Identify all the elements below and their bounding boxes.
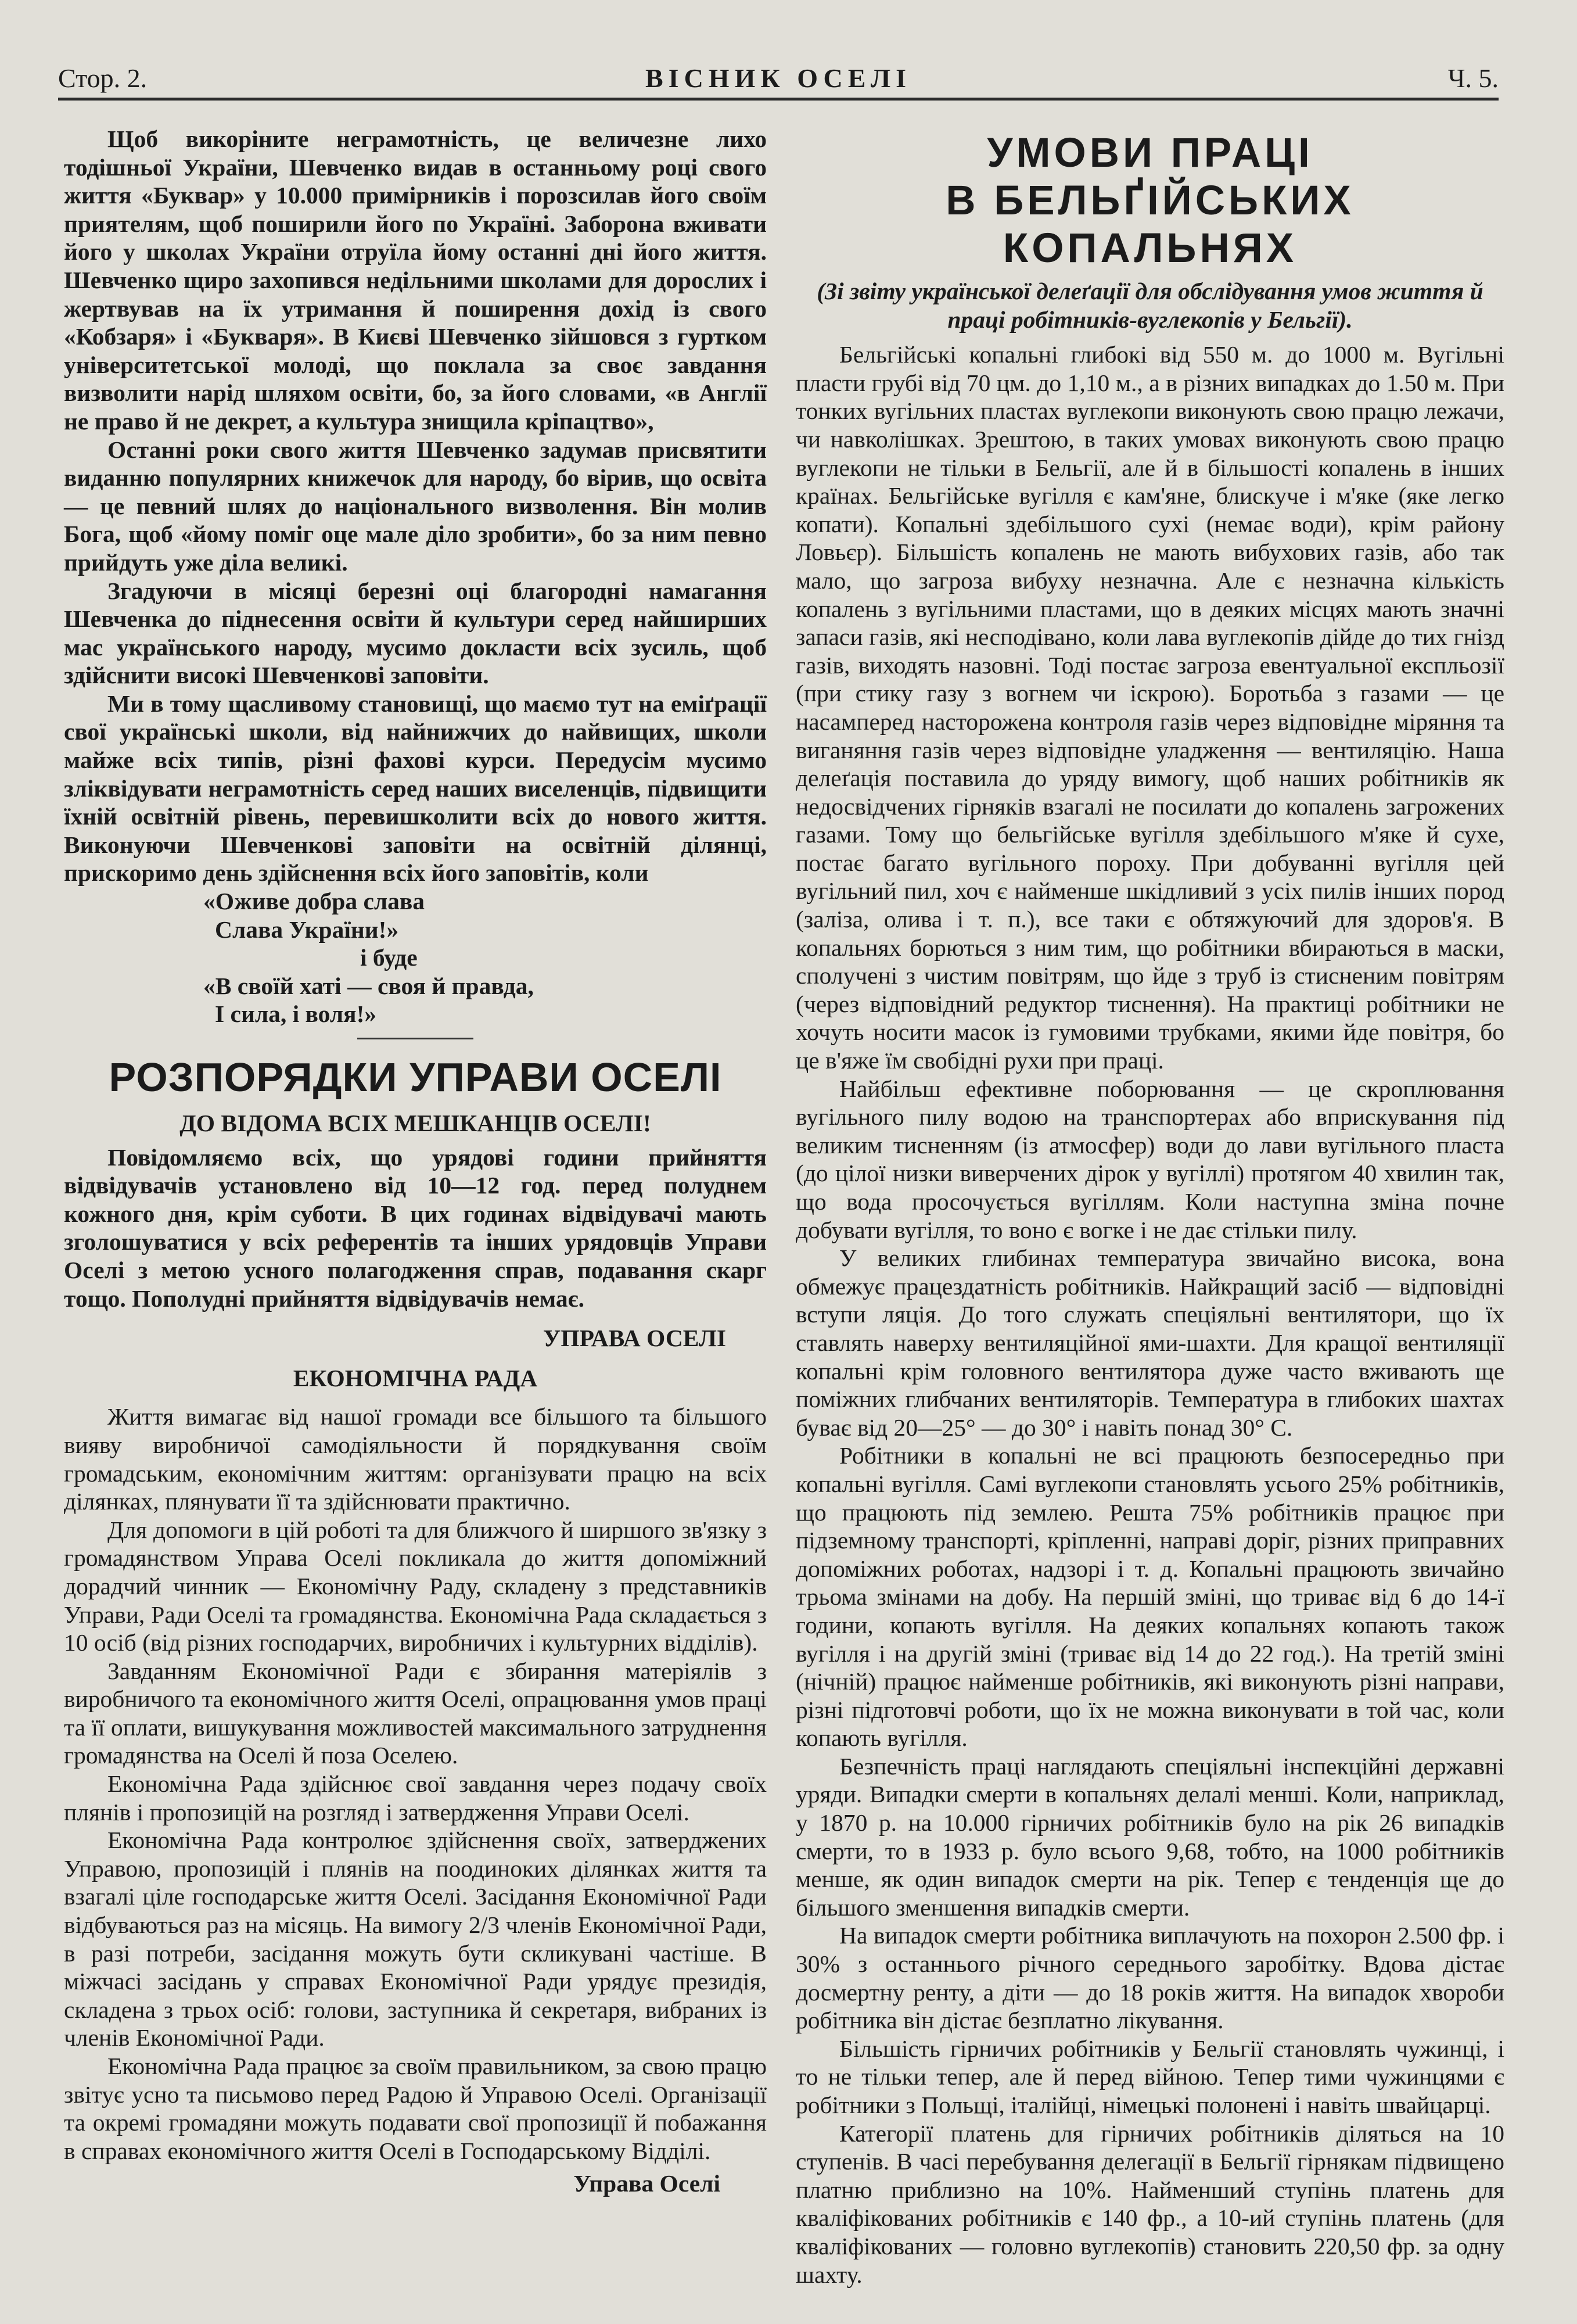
poem-line: «Оживе добра слава <box>203 888 425 915</box>
article-paragraph: Ми в тому щасливому становищі, що маємо тут на еміґрації свої українські школи, від найнижчих до найвищих, школи майже всіх типів, різні фахові курси. Передусім мусимо зліквідувати неграмотність серед наших виселенців, підвищити їхній освітній рівень, перевишколити всіх до нового життя. Виконуючи Шевченкові заповіти на освітній ділянці, прискоримо день здійснення всіх його заповітів, коли <box>64 690 767 887</box>
poem-line: І сила, і воля!» <box>215 1000 377 1028</box>
council-paragraph: Економічна Рада контролює здійснення своїх, затверджених Управою, пропозицій і плянів на поодиноких ділянках життя та взагалі ціле господарське життя Оселі. Засідання Економічної Ради відбуваються раз на місяць. На вимогу 2/3 членів Економічної Ради, в разі потреби, засідання можуть бути скликувані частіше. В міжчасі засідань у справах Економічної Ради урядує президія, складена з трьох осіб: голови, заступника й секретаря, вибраних із членів Економічної Ради. <box>64 1827 767 2052</box>
council-signature: Управа Оселі <box>573 2170 720 2197</box>
article-paragraph: Робітники в копальні не всі працюють безпосередньо при копальні вугілля. Самі вуглекопи становлять усього 25% робітників, що працюють під землею. Решта 75% робітників працює при підземному транспорті, кріпленні, направі доріг, різних приправних допоміжних роботах, надзорі і т. д. Копальні працюють звичайно трьома змінами на добу. На першій зміні, що триває від 6 до 14-ї години, копають вугілля. На деяких копальнях копають також вугілля і на другій зміні (триває від 14 до 22 год.). На третій зміні (нічній) працює найменше робітників, які виконують різні направи, різні підготовчі роботи, що їх не можна виконувати в той час, коли копають вугілля. <box>796 1442 1504 1752</box>
newspaper-title: ВІСНИК ОСЕЛІ <box>645 63 912 93</box>
council-heading: ЕКОНОМІЧНА РАДА <box>293 1364 538 1391</box>
poem-line: «В своїй хаті — своя й правда, <box>203 972 534 999</box>
council-paragraph: Завданням Економічної Ради є збирання матеріялів з виробничого та економічного життя Оселі, опрацювання умов праці та її оплати, вишукування можливостей максимального затруднення громадянства на Оселі й поза Оселею. <box>64 1657 767 1769</box>
page-header <box>58 58 1499 99</box>
article-paragraph: Безпечність праці наглядають спеціяльні інспекційні державні уряди. Випадки смерти в копальнях делалі менші. Коли, наприклад, у 1870 р. на 10.000 гірничих робітників було на рік 26 випадків смерти, то в 1933 р. було всього 9,68, тобто, на 1000 робітників менше, як один випадок смерти на рік. Тепер є тенденція ще до більшого зменшення випадків смерти. <box>796 1752 1504 1921</box>
article-title-line: УМОВИ ПРАЦІ <box>987 130 1313 176</box>
announcements-title: РОЗПОРЯДКИ УПРАВИ ОСЕЛІ <box>109 1055 722 1100</box>
article-title-line: В БЕЛЬҐІЙСЬКИХ КОПАЛЬНЯХ <box>946 178 1355 271</box>
notice-heading: ДО ВІДОМА ВСІХ МЕШКАНЦІВ ОСЕЛІ! <box>179 1110 651 1136</box>
article-paragraph: Найбільш ефективне поборювання — це скроплювання вугільного пилу водою на транспортерах або вприскування під великим тисненням (із атмосфер) води до лави вугільного пласта (до цілої низки виверчених дірок у вугіллі) протягом 40 хвилин так, що вода просочується вугіллям. Коли наступна зміна почне добувати вугілля, то воно є вогке і не дає стільки пилу. <box>796 1075 1504 1243</box>
section-divider <box>357 1038 473 1039</box>
article-paragraph: Згадуючи в місяці березні оці благородні намагання Шевченка до піднесення освіти й культури серед найширших мас українського народу, мусимо докласти всіх зусиль, щоб здійснити високі Шевченкові заповіти. <box>64 577 767 689</box>
notice-signature: УПРАВА ОСЕЛІ <box>543 1325 726 1352</box>
article-paragraph: Щоб викоріните неграмотність, це величезне лихо тодішньої України, Шевченко видав в останньому році свого життя «Буквар» у 10.000 примірників і порозсилав його своїм приятелям, щоб поширили його по Україні. Заборона вживати його у школах України отруїла йому останні дні його життя. Шевченко щиро захопився недільними школами для дорослих і жертвував на їх утримання й поширення дохід із свого «Кобзаря» і «Букваря». В Києві Шевченко зійшовся з гуртком університетської молоді, що поклала за своє завдання визволити нарід шляхом освіти, бо, за його словами, «в Англії не право й не декрет, а культура знищила кріпацтво», <box>64 125 767 435</box>
council-paragraph: Економічна Рада працює за своїм правильником, за свою працю звітує усно та письмово перед Радою й Управою Оселі. Організації та окремі громадяни можуть подавати свої пропозиції й побажання в справах економічного життя Оселі в Господарському Відділі. <box>64 2053 767 2164</box>
poem-line: Слава України!» <box>215 916 399 943</box>
article-paragraph: На випадок смерти робітника виплачують на похорон 2.500 фр. і 30% з останнього річного середнього заробітку. Вдова дістає досмертну ренту, а діти — до 18 років життя. На випадок хвороби робітника він дістає безплатно лікування. <box>796 1922 1504 2034</box>
notice-text: Повідомляємо всіх, що урядові години прийняття відвідувачів установлено від 10—12 год. перед полуднем кожного дня, крім суботи. В цих годинах відвідувачі мають зголошуватися у всіх референтів та інших урядовців Управи Оселі з метою усного полагодження справ, подавання скарг тощо. Пополудні прийняття відвідувачів немає. <box>64 1143 767 1312</box>
council-paragraph: Життя вимагає від нашої громади все більшого та більшого вияву виробничої самодіяльности й порядкування своїм громадським, економічним життям: організувати працю на всіх ділянках, плянувати її та здійснювати практично. <box>64 1403 767 1515</box>
article-paragraph: У великих глибинах температура звичайно висока, вона обмежує працездатність робітників. Найкращий засіб — відповідні вступи ляція. До того служать спеціяльні вентилятори, що їх ставлять наверху вентиляційної ями-шахти. Для кращої вентиляції копальні крім головного вентилятора дуже часто вживають ще поміжних глибчаних вентиляторів. Температура в глибоких шахтах буває від 20—25° — до 30° і навіть понад 30° С. <box>796 1245 1504 1441</box>
article-paragraph: Бельгійські копальні глибокі від 550 м. до 1000 м. Вугільні пласти грубі від 70 цм. до 1,10 м., а в різних випадках до 1.50 м. При тонких вугільних пластах вуглекопи виконують свою працю лежачи, чи навколішках. Зрештою, в таких умовах виконують свою працю вуглекопи не тільки в Бельгії, але й в більшості копалень в інших країнах. Бельгійське вугілля є кам'яне, блискуче і м'яке (яке легко копати). Копальні здебільшого сухі (немає води), крім району Ловьєр). Більшість копалень не мають вибухових газів, або так мало, що загроза вибуху незначна. Але є незначна кількість копалень з вугільними пластами, що в деяких місцях мають значні запаси газів, які несподівано, коли лава вуглекопів дійде до тих гнізд газів, виходять назовні. Тоді постає загроза евентуальної експльозії (при стику газу з вогнем чи іскрою). Боротьба з газами — це насамперед насторожена контроля газів через відповідне міряння та виганяння газів через відповідне уладження — вентиляцію. Наша делеґація поставила до уряду вимогу, щоб наших робітників як недосвідчених гірняків взагалі не посилати до копалень загрожених газами. Тому що бельгійське вугілля здебільшого м'яке й сухе, постає багато вугільного пороху. При добуванні вугілля цей вугільний пил, хоч є найменше шкідливий з усіх пилів інших пород (заліза, олива і т. п.), все таки є обтяжуючий для здоров'я. В копальнях борються з ним тим, що робітники вбираються в маски, сполучені з чистим повітрям, що йде з труб із стисненим повітрям (через відповідний редуктор тиснення). На практиці робітники не хочуть носити масок із гумовими трубками, якими йде повітря, бо це в'яже їм свобідні рухи при праці. <box>796 341 1504 1074</box>
left-column <box>64 125 767 2198</box>
council-paragraph: Для допомоги в цій роботі та для ближчого й ширшого зв'язку з громадянством Управа Оселі покликала до життя допоміжний дорадчий чинник — Економічну Раду, складену з представників Управи, Ради Оселі та громадянства. Економічна Рада складається з 10 осіб (від різних господарчих, виробничих і культурних відділів). <box>64 1516 767 1656</box>
poem-line: і буде <box>360 944 418 971</box>
article-paragraph: Більшість гірничих робітників у Бельгії становлять чужинці, і то не тільки тепер, але й перед війною. Тепер тими чужинцями є робітники з Польщі, італійці, німецькі полонені і навіть швайцарці. <box>796 2035 1504 2118</box>
right-column <box>796 125 1504 2289</box>
council-paragraph: Економічна Рада здійснює свої завдання через подачу своїх плянів і пропозицій на розгляд і затвердження Управи Оселі. <box>64 1770 767 1826</box>
header-divider <box>58 98 1499 101</box>
article-title <box>796 130 1504 272</box>
article-paragraph: Категорії платень для гірничих робітників діляться на 10 ступенів. В часі перебування делегації в Бельгії гірнякам підвищено платню приблизно на 10%. Найменший ступінь платень для кваліфікованих робітників є 140 фр., а 10-ий ступінь платень (для кваліфікованих — головно вуглекопів) становить 220,50 фр. за одну шахту. <box>796 2119 1504 2288</box>
page-number: Стор. 2. <box>58 63 148 93</box>
article-paragraph: Останні роки свого життя Шевченко задумав присвятити виданню популярних книжечок для народу, бо вірив, що освіта — це певний шлях до національного визволення. Він молив Бога, щоб «йому поміг оце мале діло зробити», бо за ним певно прийдуть уже діла великі. <box>64 436 767 576</box>
poem-quote <box>64 887 767 1028</box>
issue-number: Ч. 5. <box>1447 63 1499 93</box>
shevchenko-article <box>64 125 767 887</box>
article-subtitle: (Зі звіту української делеґації для обслідування умов життя й праці робітників-вуглекопів у Бельгії). <box>817 278 1483 333</box>
